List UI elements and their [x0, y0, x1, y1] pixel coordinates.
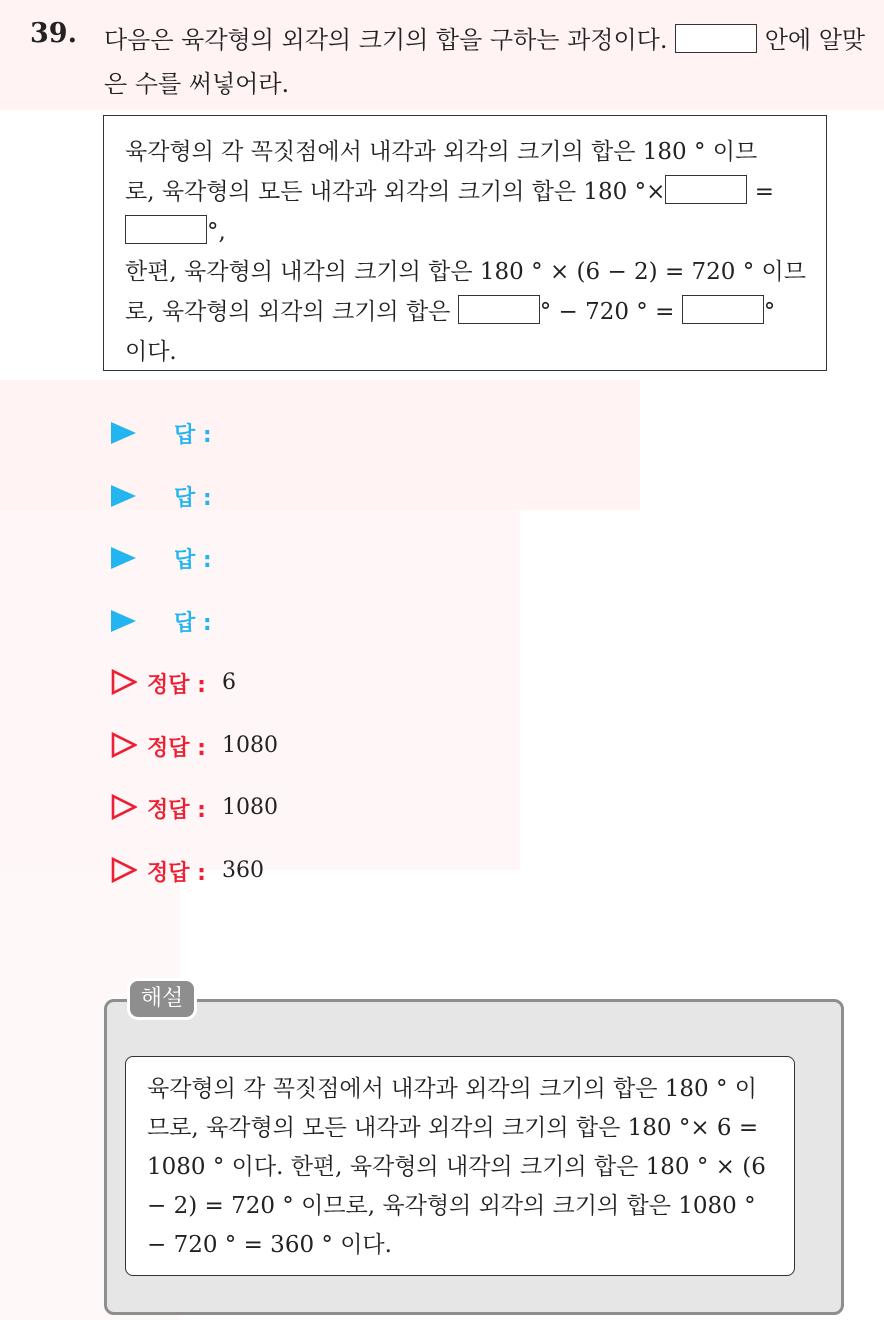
- correct-label: 정답 :: [147, 798, 206, 823]
- process-text-part: °,: [207, 219, 226, 245]
- answer-row: [111, 418, 278, 481]
- correct-row: [111, 793, 278, 856]
- answer-label: 답 :: [174, 610, 212, 636]
- correct-value: 1080: [221, 732, 278, 758]
- blank-box: [665, 175, 747, 204]
- process-line: [125, 172, 815, 212]
- correct-label: 정답 :: [147, 860, 206, 886]
- arrow-icon: [111, 610, 136, 632]
- process-text-part: 로, 육각형의 모든 내각과 외각의 크기의 합은 180 °×: [125, 179, 666, 205]
- arrow-icon: [111, 547, 136, 569]
- correct-row: [111, 856, 278, 919]
- solution-text: 육각형의 각 꼭짓점에서 내각과 외각의 크기의 합은 180 ° 이므로, 육각형의 모든 내각과 외각의 크기의 합은 180 °× 6 = 1080 ° 이다. 한편, 육각형의 내각의 크기의 합은 180 ° × (6 − 2) = 720 ° 이므로, 육각형의 외각의 크기의 합은 1080 ° − 720 ° = 360 ° 이다.: [147, 1076, 766, 1258]
- process-text-part: 로, 육각형의 외각의 크기의 합은: [125, 299, 451, 325]
- blank-box: [675, 24, 757, 53]
- answer-label: 답 :: [174, 548, 212, 573]
- answer-row: [111, 481, 278, 544]
- arrow-icon: [111, 422, 136, 444]
- answer-label: 답 :: [174, 423, 212, 448]
- process-text-part: ° − 720 ° =: [539, 299, 675, 325]
- outline-triangle-icon: [111, 669, 137, 695]
- outline-triangle-icon: [111, 794, 137, 820]
- correct-label: 정답 :: [147, 673, 206, 698]
- answer-list: [111, 418, 278, 918]
- process-box: [103, 115, 827, 371]
- correct-value: 1080: [221, 795, 278, 820]
- question-number: 39.: [30, 18, 77, 49]
- outline-triangle-icon: [111, 857, 137, 883]
- process-line: 한편, 육각형의 내각의 크기의 합은 180 ° × (6 − 2) = 720 ° 이므: [125, 259, 806, 285]
- process-text-part: °: [763, 299, 776, 325]
- correct-row: [111, 668, 278, 731]
- solution-tag: 해설: [127, 978, 197, 1020]
- correct-value: 360: [221, 857, 264, 883]
- blank-box: [682, 295, 764, 324]
- question-text-part: 안에 알맞은 수를 써넣어라.: [104, 26, 866, 98]
- correct-value: 6: [221, 670, 236, 695]
- process-line: [125, 212, 815, 252]
- answer-label: 답 :: [174, 485, 212, 511]
- process-line: 육각형의 각 꼭짓점에서 내각과 외각의 크기의 합은 180 ° 이므: [125, 139, 758, 165]
- arrow-icon: [111, 485, 136, 507]
- process-text: [125, 132, 815, 372]
- answer-row: [111, 606, 278, 669]
- background-patch: [0, 380, 640, 510]
- blank-box: [458, 295, 540, 324]
- correct-label: 정답 :: [147, 735, 206, 761]
- question-text: [104, 18, 874, 106]
- question-text-part: 다음은 육각형의 외각의 크기의 합을 구하는 과정이다.: [104, 26, 668, 54]
- outline-triangle-icon: [111, 732, 137, 758]
- process-line: 이다.: [125, 339, 177, 365]
- process-text-part: =: [754, 179, 774, 205]
- solution-box: [125, 1056, 795, 1276]
- process-line: [125, 292, 815, 332]
- blank-box: [125, 215, 207, 244]
- correct-row: [111, 731, 278, 794]
- answer-row: [111, 543, 278, 606]
